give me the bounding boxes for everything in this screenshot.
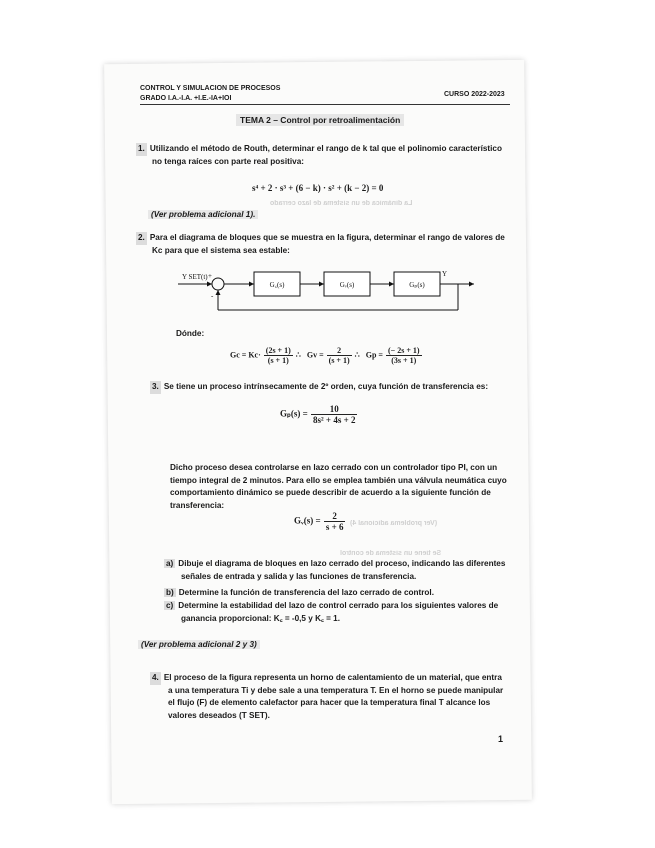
q4-line3: el flujo (F) de elemento calefactor para hacer que la temperatura final T alcance los [168,698,491,707]
q3-gp-lhs: Gₚ(s) = [280,408,308,419]
q3-number: 3. [150,381,161,394]
gc-numerator: (2s + 1) [265,346,291,355]
q3-b-label: b) [166,588,174,597]
diagram-plus-sign: + [208,272,212,280]
q3-a-line2: señales de entrada y salida y las funciones de transferencia. [181,571,417,581]
bleed-text-3: Se tiene un sistema de control [340,550,442,557]
question-3 [150,381,520,394]
q3-b-text: Determine la función de transferencia del lazo cerrado de control. [178,588,434,597]
q3-para-line4: transferencia: [170,500,225,510]
q4-line2: a una temperatura Ti y debe sale a una temperatura T. En el horno se puede manipular [168,685,504,695]
therefore-symbol-2: ∴ [354,350,360,360]
q1-note: (Ver problema adicional 1). [148,210,258,219]
diagram-minus-sign: - [211,292,214,300]
gc-denominator: (s + 1) [267,356,289,365]
diagram-block3-label: Gₚ(s) [409,281,425,289]
q3-paragraph [170,462,515,512]
q3-gv-equation [294,511,346,532]
q1-equation: s⁴ + 2 · s³ + (6 − k) · s² + (k − 2) = 0 [252,183,384,193]
gp-lhs: Gp = [365,350,383,360]
q3-gv-fraction [324,511,346,532]
therefore-symbol-1: ∴ [295,350,301,360]
block-diagram [178,264,478,320]
q3-c-line2: ganancia proporcional: K꜀ = -0,5 y K꜀ = 1. [181,613,340,623]
q3-a-line1: Dibuje el diagrama de bloques en lazo cerrado del proceso, indicando las diferentes [178,559,506,568]
q1-line2: no tenga raíces con parte real positiva: [152,156,304,166]
q3-gp-denominator: 8s² + 4s + 2 [312,415,356,425]
q4-line1: El proceso de la figura representa un horno de calentamiento de un material, que entra [163,673,502,682]
q3-gv-denominator: s + 6 [325,522,344,532]
q3-gp-numerator: 10 [311,404,357,415]
topic-title: TEMA 2 – Control por retroalimentación [236,114,404,126]
q3-c-line1: Determine la estabilidad del lazo de control cerrado para los siguientes valores de [178,601,499,610]
bleed-text-2: (Ver problema adicional 4) [350,520,438,527]
diagram-input-label: Y SET(t) [182,273,208,281]
q3-gv-numerator: 2 [324,511,346,522]
q3-c-label: c) [166,601,174,610]
gp-denominator: (3s + 1) [391,356,417,365]
diagram-output-label: Y [442,270,448,278]
q3-gp-fraction [311,404,357,425]
course-year: CURSO 2022-2023 [444,91,505,98]
q1-number: 1. [136,143,147,156]
gv-lhs: Gv = [306,350,324,360]
q2-line2: Kc para que el sistema sea estable: [152,245,290,255]
diagram-block1-label: G꜀(s) [269,281,285,289]
header-rule [140,104,510,105]
gp-numerator: (− 2s + 1) [387,346,420,355]
question-4 [150,672,520,722]
q4-number: 4. [150,672,161,685]
q3-subitem-c [164,600,516,625]
question-2 [136,232,521,257]
q3-gv-lhs: Gᵥ(s) = [294,515,321,526]
q4-line4: valores deseados (T SET). [168,710,270,720]
q3-para-line1: Dicho proceso desea controlarse en lazo cerrado con un controlador tipo PI, con un [170,463,498,472]
q2-number: 2. [136,232,147,245]
q3-a-label: a) [166,559,174,568]
gc-fraction [264,346,293,365]
diagram-block2-label: Gᵥ(s) [339,281,355,289]
page-number: 1 [498,734,504,744]
course-title: CONTROL Y SIMULACION DE PROCESOS [140,85,281,92]
q3-text: Se tiene un proceso intrínsecamente de 2º orden, cuya función de transferencia es: [163,382,489,391]
where-label: Dónde: [176,329,205,338]
q2-line1: Para el diagrama de bloques que se muestra en la figura, determinar el rango de valores de [149,233,505,242]
q1-line1: Utilizando el método de Routh, determinar el rango de k tal que el polinomio característico [149,144,502,153]
q2-transfer-functions [230,346,423,365]
bleed-text-1: La dinámica de un sistema de lazo cerrado [270,200,413,207]
q3-subitem-b [164,587,516,600]
degree-label: GRADO I.A.-I.A. +I.E.-IA+IOI [140,95,232,102]
question-1 [136,143,516,168]
q3-para-line2: tiempo integral de 2 minutos. Para ello se emplea también una válvula neumática cuyo [170,475,507,485]
q3-para-line3: comportamiento dinámico se puede describir de acuerdo a la siguiente función de [170,488,491,497]
q3-gp-equation [280,404,358,425]
gv-denominator: (s + 1) [328,356,350,365]
gv-numerator: 2 [327,346,352,356]
q3-note: (Ver problema adicional 2 y 3) [138,640,260,649]
gp-fraction [386,346,422,365]
gv-fraction [327,346,352,365]
gc-lhs: Gc = Kc· [230,350,261,360]
q3-subitem-a [164,558,516,583]
